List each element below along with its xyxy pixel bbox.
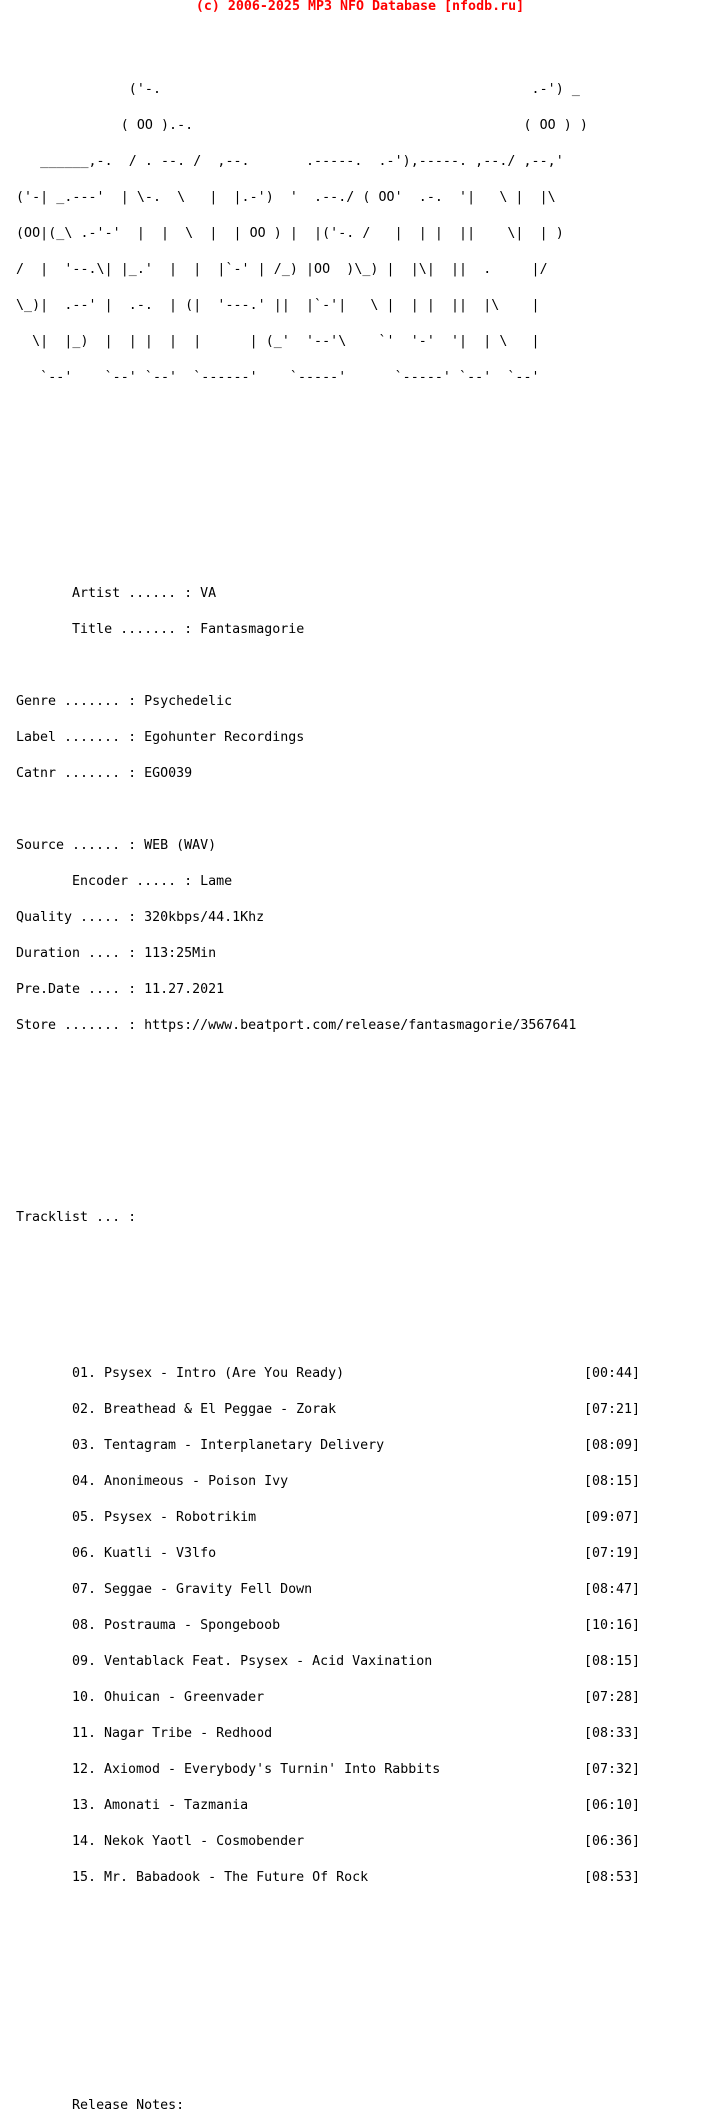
logo-line: \_)| .--' | .-. | (| '---.' || |`-'| \ | | | || |\ |	[16, 298, 540, 313]
title-row	[16, 624, 588, 636]
store-row	[16, 1020, 588, 1032]
track-duration: [09:07]	[584, 1510, 641, 1525]
quality-value: 320kbps/44.1Khz	[144, 910, 265, 925]
title-label: Title ....... :	[72, 622, 193, 637]
track-number: 13.	[72, 1798, 97, 1813]
logo-line: \| |_) | | | | | | (_' '--'\ `' '-' '| | \ |	[16, 334, 540, 349]
tracklist	[16, 1344, 641, 1908]
logo-line: ( OO ).-. ( OO ) )	[16, 118, 588, 133]
track-number: 03.	[72, 1438, 97, 1453]
track-number: 12.	[72, 1762, 97, 1777]
track-title: Axiomod - Everybody's Turnin' Into Rabbits	[104, 1762, 441, 1777]
track-duration: [08:53]	[584, 1870, 641, 1885]
track-number: 09.	[72, 1654, 97, 1669]
track-number: 11.	[72, 1726, 97, 1741]
track-row	[16, 1618, 641, 1633]
track-row	[16, 1870, 641, 1885]
track-row	[16, 1726, 641, 1741]
label-row	[16, 732, 588, 744]
source-value: WEB (WAV)	[144, 838, 217, 853]
encoder-label: Encoder ..... :	[72, 874, 193, 889]
track-number: 06.	[72, 1546, 97, 1561]
track-number: 14.	[72, 1834, 97, 1849]
release-notes-heading	[16, 2100, 588, 2112]
track-row	[16, 1762, 641, 1777]
track-duration: [07:32]	[584, 1762, 641, 1777]
release-info	[16, 564, 588, 1056]
track-duration: [06:10]	[584, 1798, 641, 1813]
logo-line: ('-| _.---' | \-. \ | |.-') ' .--./ ( OO' .-. '| \ | |\	[16, 190, 556, 205]
track-duration: [07:19]	[584, 1546, 641, 1561]
release-notes-label: Release Notes:	[72, 2098, 185, 2113]
duration-label: Duration .... :	[16, 946, 137, 961]
catnr-row	[16, 768, 588, 780]
track-number: 05.	[72, 1510, 97, 1525]
nfo-document	[16, 24, 641, 2124]
track-title: Anonimeous - Poison Ivy	[104, 1474, 289, 1489]
genre-label: Genre ....... :	[16, 694, 137, 709]
track-number: 15.	[72, 1870, 97, 1885]
track-number: 08.	[72, 1618, 97, 1633]
track-number: 07.	[72, 1582, 97, 1597]
track-duration: [08:33]	[584, 1726, 641, 1741]
logo-line: / | '--.\| |_.' | | |`-' | /_) |OO )\_) | |\| || . |/	[16, 262, 548, 277]
track-title: Seggae - Gravity Fell Down	[104, 1582, 313, 1597]
source-label: Source ...... :	[16, 838, 137, 853]
track-row	[16, 1546, 641, 1561]
artist-label: Artist ...... :	[72, 586, 193, 601]
genre-value: Psychedelic	[144, 694, 233, 709]
tracklist-heading: Tracklist ... :	[16, 1210, 137, 1225]
track-duration: [08:15]	[584, 1654, 641, 1669]
track-row	[16, 1510, 641, 1525]
track-number: 04.	[72, 1474, 97, 1489]
track-title: Tentagram - Interplanetary Delivery	[104, 1438, 385, 1453]
track-title: Kuatli - V3lfo	[104, 1546, 217, 1561]
predate-label: Pre.Date .... :	[16, 982, 137, 997]
track-row	[16, 1690, 641, 1705]
track-number: 10.	[72, 1690, 97, 1705]
label-value: Egohunter Recordings	[144, 730, 305, 745]
catnr-value: EGO039	[144, 766, 193, 781]
logo-line: (OO|(_\ .-'-' | | \ | | OO ) | |('-. / | | | || \| | )	[16, 226, 564, 241]
genre-row	[16, 696, 588, 708]
quality-label: Quality ..... :	[16, 910, 137, 925]
artist-row	[16, 588, 588, 600]
track-duration: [07:28]	[584, 1690, 641, 1705]
track-title: Postrauma - Spongeboob	[104, 1618, 281, 1633]
track-title: Ventablack Feat. Psysex - Acid Vaxination	[104, 1654, 433, 1669]
track-row	[16, 1366, 641, 1381]
artist-value: VA	[200, 586, 217, 601]
source-row	[16, 840, 588, 852]
predate-row	[16, 984, 588, 996]
track-row	[16, 1582, 641, 1597]
track-duration: [06:36]	[584, 1834, 641, 1849]
track-duration: [08:15]	[584, 1474, 641, 1489]
label-label: Label ....... :	[16, 730, 137, 745]
catnr-label: Catnr ....... :	[16, 766, 137, 781]
store-link[interactable]: https://www.beatport.com/release/fantasmagorie/3567641	[144, 1018, 577, 1033]
ascii-logo	[16, 60, 588, 408]
encoder-value: Lame	[200, 874, 233, 889]
duration-value: 113:25Min	[144, 946, 217, 961]
store-label: Store ....... :	[16, 1018, 137, 1033]
track-title: Amonati - Tazmania	[104, 1798, 249, 1813]
track-duration: [00:44]	[584, 1366, 641, 1381]
track-title: Breathead & El Peggae - Zorak	[104, 1402, 337, 1417]
track-row	[16, 1474, 641, 1489]
track-number: 01.	[72, 1366, 97, 1381]
encoder-row	[16, 876, 588, 888]
track-title: Mr. Babadook - The Future Of Rock	[104, 1870, 369, 1885]
track-duration: [08:09]	[584, 1438, 641, 1453]
track-title: Psysex - Intro (Are You Ready)	[104, 1366, 345, 1381]
track-row	[16, 1654, 641, 1669]
track-title: Psysex - Robotrikim	[104, 1510, 257, 1525]
track-row	[16, 1438, 641, 1453]
track-row	[16, 1402, 641, 1417]
track-row	[16, 1798, 641, 1813]
logo-line: `--' `--' `--' `------' `-----' `-----' `--' `--'	[16, 370, 540, 385]
track-duration: [07:21]	[584, 1402, 641, 1417]
track-title: Nagar Tribe - Redhood	[104, 1726, 273, 1741]
title-value: Fantasmagorie	[200, 622, 305, 637]
track-title: Ohuican - Greenvader	[104, 1690, 265, 1705]
track-title: Nekok Yaotl - Cosmobender	[104, 1834, 305, 1849]
predate-value: 11.27.2021	[144, 982, 225, 997]
track-number: 02.	[72, 1402, 97, 1417]
track-duration: [08:47]	[584, 1582, 641, 1597]
duration-row	[16, 948, 588, 960]
track-duration: [10:16]	[584, 1618, 641, 1633]
quality-row	[16, 912, 588, 924]
site-credit-header[interactable]: (c) 2006-2025 MP3 NFO Database [nfodb.ru]	[195, 0, 525, 14]
logo-line: ______,-. / . --. / ,--. .-----. .-'),-----. ,--./ ,--,'	[16, 154, 564, 169]
logo-line: ('-. .-') _	[16, 82, 580, 97]
track-row	[16, 1834, 641, 1849]
